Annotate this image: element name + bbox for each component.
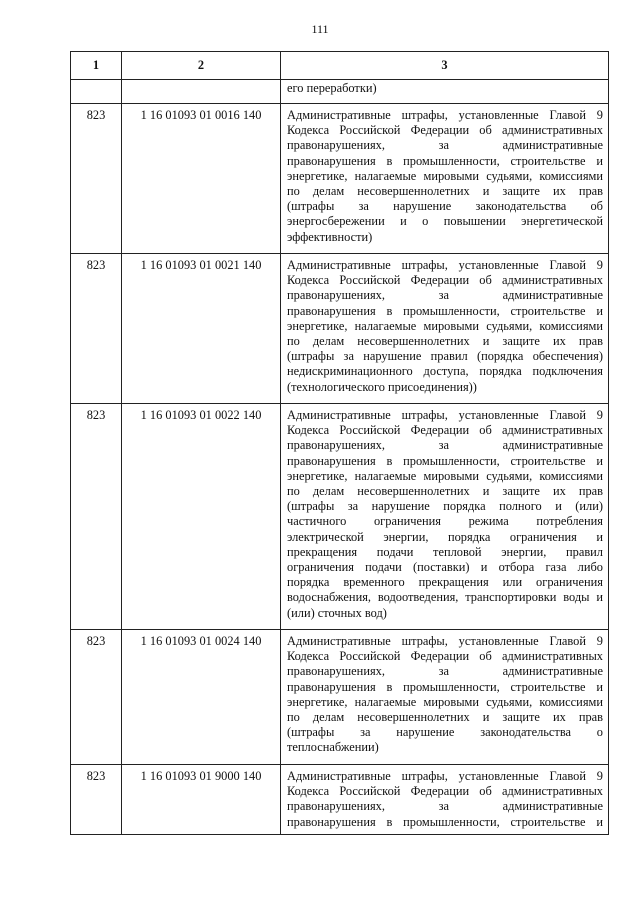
description-line: правонарушения в промышленности, строительстве и: [287, 679, 603, 694]
description-line: по делам несовершеннолетних и защите их прав: [287, 334, 603, 349]
budget-code-cell: 1 16 01093 01 0022 140: [122, 404, 281, 630]
description-line: Кодекса Российской Федерации об административных: [287, 123, 603, 138]
description-line: теплоснабжении): [287, 740, 379, 755]
description-cell: [281, 765, 609, 835]
description-line: (штрафы за нарушение порядка полного и (или): [287, 499, 603, 514]
description-line: (технологического присоединения)): [287, 379, 477, 394]
header-row: [71, 52, 609, 80]
description-line: правонарушения в промышленности, строительстве и: [287, 453, 603, 468]
description-line: правонарушениях, за административные: [287, 138, 603, 153]
description-line: Кодекса Российской Федерации об административных: [287, 273, 603, 288]
description-line: частичного ограничения режима потребления: [287, 514, 603, 529]
description-line: правонарушениях, за административные: [287, 799, 603, 814]
description-line: недискриминационного доступа, порядка подключения: [287, 364, 603, 379]
continuation-text: его переработки): [281, 80, 609, 104]
continuation-cell-1: [71, 80, 122, 104]
description-line: энергетике, налагаемые мировыми судьями, комиссиями: [287, 694, 603, 709]
description-cell: [281, 404, 609, 630]
description-line: Административные штрафы, установленные Главой 9: [287, 408, 603, 422]
description-line: правонарушениях, за административные: [287, 288, 603, 303]
description-line: (штрафы за нарушение законодательства о: [287, 725, 603, 740]
description-line: (штрафы за нарушение законодательства об: [287, 199, 603, 214]
admin-code-cell: 823: [71, 630, 122, 765]
description-line: энергетике, налагаемые мировыми судьями, комиссиями: [287, 168, 603, 183]
description-line: электрической энергии, порядка ограничения и: [287, 529, 603, 544]
description-cell: [281, 104, 609, 254]
budget-code-cell: 1 16 01093 01 0021 140: [122, 254, 281, 404]
table-row: [71, 404, 609, 630]
description-line: водоснабжения, водоотведения, транспортировки воды и: [287, 590, 603, 605]
description-cell: [281, 254, 609, 404]
description-line: правонарушениях, за административные: [287, 664, 603, 679]
budget-codes-table: [70, 51, 609, 835]
column-header-1: 1: [71, 52, 122, 80]
description-line: правонарушения в промышленности, строительстве и: [287, 303, 603, 318]
budget-code-cell: 1 16 01093 01 0024 140: [122, 630, 281, 765]
description-line: Кодекса Российской Федерации об административных: [287, 784, 603, 799]
column-header-3: 3: [281, 52, 609, 80]
description-line: Административные штрафы, установленные Главой 9: [287, 634, 603, 648]
admin-code-cell: 823: [71, 765, 122, 835]
description-line: Административные штрафы, установленные Главой 9: [287, 769, 603, 783]
description-line: порядка временного прекращения или ограничения: [287, 575, 603, 590]
table-row: [71, 765, 609, 835]
description-line: энергетике, налагаемые мировыми судьями, комиссиями: [287, 468, 603, 483]
budget-code-cell: 1 16 01093 01 9000 140: [122, 765, 281, 835]
description-line: энергосбережении и о повышении энергетической: [287, 214, 603, 229]
description-line: энергетике, налагаемые мировыми судьями, комиссиями: [287, 318, 603, 333]
description-line: (или) сточных вод): [287, 605, 387, 620]
description-line: Административные штрафы, установленные Главой 9: [287, 108, 603, 122]
description-line: прекращения подачи тепловой энергии, правил: [287, 544, 603, 559]
description-line: (штрафы за нарушение правил (порядка обеспечения): [287, 349, 603, 364]
table-row: [71, 630, 609, 765]
column-header-2: 2: [122, 52, 281, 80]
description-line: по делам несовершеннолетних и защите их прав: [287, 484, 603, 499]
continuation-cell-2: [122, 80, 281, 104]
description-line: по делам несовершеннолетних и защите их прав: [287, 184, 603, 199]
description-line: Кодекса Российской Федерации об административных: [287, 649, 603, 664]
budget-code-cell: 1 16 01093 01 0016 140: [122, 104, 281, 254]
page-number: 111: [311, 22, 329, 36]
description-line: Кодекса Российской Федерации об административных: [287, 423, 603, 438]
continuation-row: [71, 80, 609, 104]
description-line: эффективности): [287, 229, 373, 244]
admin-code-cell: 823: [71, 254, 122, 404]
description-line: по делам несовершеннолетних и защите их прав: [287, 710, 603, 725]
admin-code-cell: 823: [71, 404, 122, 630]
table-row: [71, 254, 609, 404]
description-cell: [281, 630, 609, 765]
table-row: [71, 104, 609, 254]
description-line: правонарушения в промышленности, строительстве и: [287, 153, 603, 168]
description-line: правонарушения в промышленности, строительстве и: [287, 814, 603, 829]
description-line: правонарушениях, за административные: [287, 438, 603, 453]
description-line: Административные штрафы, установленные Главой 9: [287, 258, 603, 272]
description-line: ограничения подачи (поставки) и отбора газа либо: [287, 560, 603, 575]
admin-code-cell: 823: [71, 104, 122, 254]
